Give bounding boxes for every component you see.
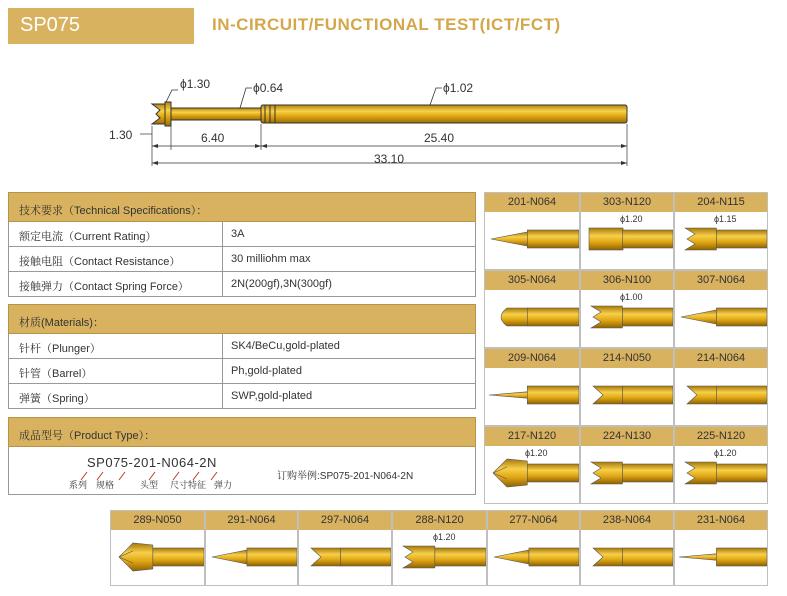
- tip-cell: [674, 192, 768, 270]
- material-key: 针管（Barrel）: [9, 359, 223, 383]
- tip-diameter-note: ϕ1.20: [525, 448, 548, 458]
- series-badge: [8, 8, 194, 44]
- material-value: Ph,gold-plated: [231, 365, 302, 377]
- table-row: [8, 272, 476, 297]
- tip-diameter-note: ϕ1.00: [620, 292, 643, 302]
- tech-spec-title: 技术要求（Technical Specifications）：: [8, 192, 476, 222]
- material-value: SK4/BeCu,gold-plated: [231, 340, 340, 352]
- tip-shape-icon: [488, 530, 579, 585]
- tip-name: 217-N120: [485, 427, 579, 446]
- code-label-tip: 头型: [140, 480, 159, 490]
- spec-key: 接触电阻（Contact Resistance）: [9, 247, 223, 271]
- tip-cell: [580, 192, 674, 270]
- tip-cell: [580, 348, 674, 426]
- dim-total-length: 33.10: [374, 152, 405, 166]
- tip-name: 291-N064: [206, 511, 297, 530]
- tip-shape-icon: [675, 290, 767, 347]
- code-label-series: 系列: [69, 480, 88, 490]
- product-type-title: 成品型号（Product Type）：: [8, 417, 476, 447]
- spec-key: 接触弹力（Contact Spring Force）: [9, 272, 223, 296]
- tip-name: 204-N115: [675, 193, 767, 212]
- tip-name: 289-N050: [111, 511, 204, 530]
- tip-shape-icon: [675, 530, 767, 585]
- tip-cell: [580, 270, 674, 348]
- tip-shape-icon: [111, 530, 204, 585]
- tip-cell: [487, 510, 580, 586]
- tip-cell: [392, 510, 487, 586]
- tip-cell: [674, 510, 768, 586]
- spec-value: 2N(200gf),3N(300gf): [231, 278, 332, 290]
- tip-name: 225-N120: [675, 427, 767, 446]
- tip-name: 231-N064: [675, 511, 767, 530]
- tip-name: 224-N130: [581, 427, 673, 446]
- table-row: [8, 334, 476, 359]
- tip-name: 201-N064: [485, 193, 579, 212]
- tip-diameter-note: ϕ1.15: [714, 214, 737, 224]
- tip-shape-icon: [581, 446, 673, 503]
- table-row: [8, 247, 476, 272]
- material-key: 弹簧（Spring）: [9, 384, 223, 408]
- tip-name: 297-N064: [299, 511, 391, 530]
- spec-key: 额定电流（Current Rating）: [9, 222, 223, 246]
- spec-value: 3A: [231, 228, 245, 240]
- tip-name: 305-N064: [485, 271, 579, 290]
- series-code: SP075: [20, 14, 81, 36]
- dim-head-diameter: ϕ1.30: [180, 77, 211, 91]
- materials-title: 材质(Materials)：: [8, 304, 476, 334]
- tip-diameter-note: ϕ1.20: [620, 214, 643, 224]
- order-example: 订购举例:SP075-201-N064-2N: [277, 471, 414, 482]
- tip-shape-icon: [675, 368, 767, 425]
- tip-cell: [110, 510, 205, 586]
- tip-shape-icon: [485, 368, 579, 425]
- code-label-spec: 规格: [96, 480, 115, 490]
- tech-spec-table: [8, 192, 476, 297]
- tip-name: 306-N100: [581, 271, 673, 290]
- table-row: [8, 222, 476, 247]
- tip-shape-icon: [485, 212, 579, 269]
- product-type-box: [8, 447, 476, 495]
- tip-name: 238-N064: [581, 511, 673, 530]
- tip-cell: [674, 426, 768, 504]
- tip-cell: [484, 348, 580, 426]
- tip-shape-icon: [581, 530, 673, 585]
- code-label-size: 尺寸特征: [170, 480, 207, 490]
- tip-cell: [298, 510, 392, 586]
- tip-cell: [484, 192, 580, 270]
- tip-cell: [205, 510, 298, 586]
- tip-name: 209-N064: [485, 349, 579, 368]
- tip-cell: [580, 510, 674, 586]
- spec-value: 30 milliohm max: [231, 253, 311, 265]
- code-label-force: 弹力: [214, 480, 233, 490]
- tip-name: 288-N120: [393, 511, 486, 530]
- tip-name: 303-N120: [581, 193, 673, 212]
- tip-cell: [484, 270, 580, 348]
- materials-table: [8, 304, 476, 409]
- tip-cell: [674, 270, 768, 348]
- dim-barrel-length: 25.40: [424, 131, 455, 145]
- dim-plunger-length: 6.40: [201, 131, 225, 145]
- tip-name: 307-N064: [675, 271, 767, 290]
- dim-plunger-diameter: ϕ0.64: [253, 81, 284, 95]
- table-row: [8, 359, 476, 384]
- table-row: [8, 384, 476, 409]
- page-title: IN-CIRCUIT/FUNCTIONAL TEST(ICT/FCT): [212, 15, 561, 34]
- tip-cell: [674, 348, 768, 426]
- product-code: SP075-201-N064-2N: [87, 455, 217, 470]
- tip-name: 214-N050: [581, 349, 673, 368]
- tip-name: 277-N064: [488, 511, 579, 530]
- dim-barrel-diameter: ϕ1.02: [443, 81, 474, 95]
- tip-shape-icon: [485, 290, 579, 347]
- tip-shape-icon: [299, 530, 391, 585]
- tip-shape-icon: [206, 530, 297, 585]
- material-key: 针杆（Plunger）: [9, 334, 223, 358]
- tip-diameter-note: ϕ1.20: [714, 448, 737, 458]
- material-value: SWP,gold-plated: [231, 390, 313, 402]
- tip-cell: [580, 426, 674, 504]
- product-type-table: [8, 417, 476, 447]
- tip-shape-icon: [581, 368, 673, 425]
- dim-head-length: 1.30: [109, 128, 133, 142]
- tip-cell: [484, 426, 580, 504]
- tip-name: 214-N064: [675, 349, 767, 368]
- tip-diameter-note: ϕ1.20: [433, 532, 456, 542]
